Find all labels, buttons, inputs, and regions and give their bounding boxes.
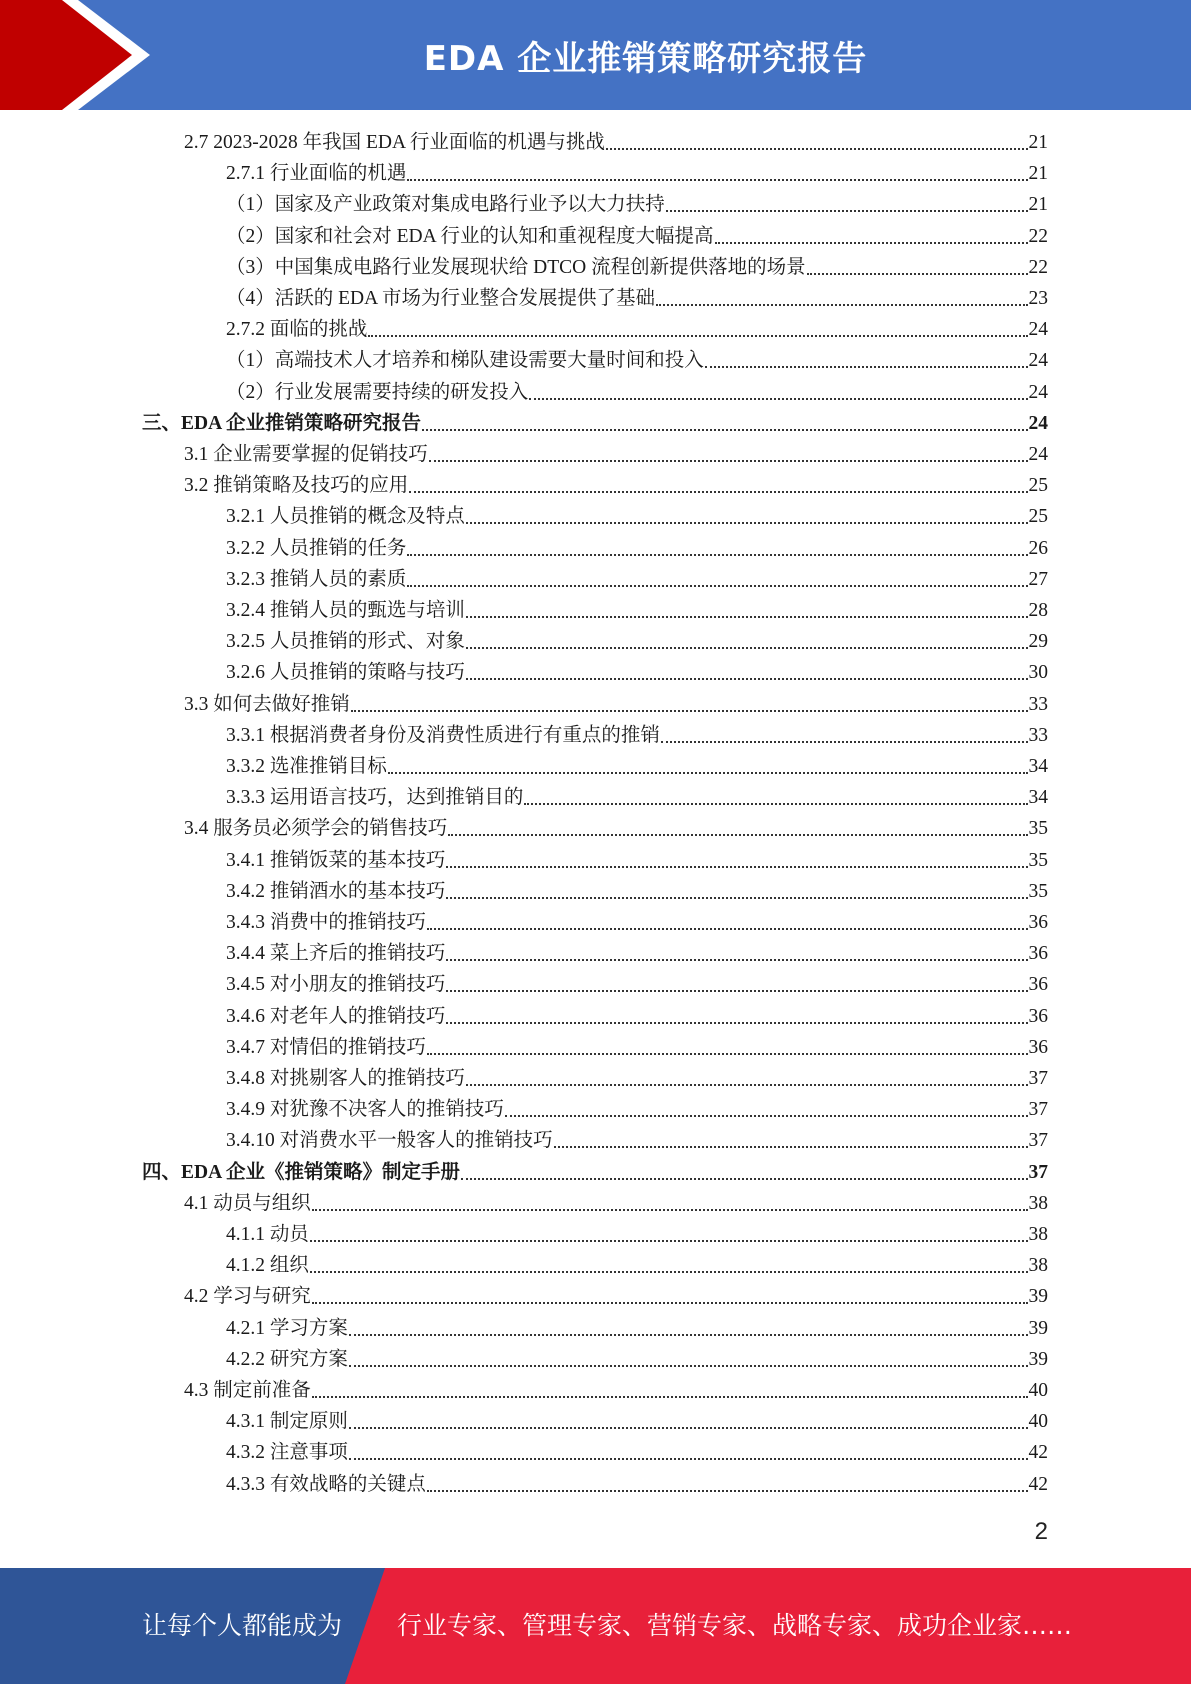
toc-entry[interactable] (226, 626, 1048, 657)
toc-entry-title: 4.3.1 制定原则 (226, 1411, 348, 1433)
toc-dot-leader (466, 616, 1028, 618)
toc-entry-title: 3.3.1 根据消费者身份及消费性质进行有重点的推销 (226, 724, 660, 746)
toc-entry[interactable] (184, 813, 1048, 844)
toc-entry-page: 40 (1028, 1411, 1048, 1433)
toc-entry-page: 27 (1028, 568, 1048, 590)
footer-slogan-left: 让每个人都能成为 (142, 1611, 343, 1640)
toc-dot-leader (407, 554, 1027, 556)
toc-dot-leader (351, 710, 1028, 712)
toc-entry-page: 38 (1028, 1255, 1048, 1277)
toc-dot-leader (661, 741, 1028, 743)
toc-dot-leader (461, 1178, 1028, 1180)
toc-entry[interactable] (226, 876, 1048, 907)
toc-entry-title: 3.2.4 推销人员的甄选与培训 (226, 600, 465, 621)
toc-entry-page: 37 (1028, 1130, 1048, 1152)
toc-entry[interactable] (226, 1437, 1048, 1468)
toc-entry[interactable] (184, 470, 1048, 501)
toc-dot-leader (409, 491, 1027, 493)
toc-entry-page: 28 (1028, 600, 1048, 621)
footer-slogan-right: 行业专家、管理专家、营销专家、战略专家、成功企业家…… (397, 1611, 1073, 1640)
toc-entry-title: 3.4 服务员必须学会的销售技巧 (184, 818, 448, 840)
toc-dot-leader (349, 1334, 1028, 1336)
toc-entry-page: 37 (1028, 1161, 1048, 1183)
toc-entry-page: 33 (1028, 724, 1048, 746)
toc-entry-page: 34 (1028, 787, 1048, 809)
toc-entry[interactable] (226, 1406, 1048, 1437)
toc-dot-leader (666, 210, 1028, 212)
toc-entry[interactable] (226, 1094, 1048, 1125)
toc-dot-leader (312, 1302, 1028, 1304)
toc-dot-leader (422, 429, 1028, 431)
toc-entry-title: 2.7.2 面临的挑战 (226, 319, 368, 341)
toc-entry-title: 2.7.1 行业面临的机遇 (226, 163, 407, 185)
toc-entry[interactable] (226, 314, 1048, 345)
toc-entry-page: 42 (1028, 1473, 1048, 1495)
toc-dot-leader (427, 1053, 1028, 1055)
toc-entry-page: 40 (1028, 1380, 1048, 1401)
toc-entry-page: 23 (1028, 288, 1048, 309)
toc-dot-leader (368, 335, 1027, 337)
toc-entry-title: 3.2.1 人员推销的概念及特点 (226, 506, 465, 528)
toc-dot-leader (505, 1115, 1028, 1117)
toc-entry-page: 21 (1028, 194, 1048, 216)
toc-entry-page: 38 (1028, 1192, 1048, 1214)
page-footer (0, 1568, 1191, 1684)
toc-entry[interactable] (226, 158, 1048, 189)
toc-dot-leader (310, 1240, 1028, 1242)
toc-entry-title: 4.3.2 注意事项 (226, 1442, 348, 1464)
toc-entry-title: （2）行业发展需要持续的研发投入 (226, 381, 529, 403)
toc-entry-page: 36 (1028, 912, 1048, 933)
toc-entry-title: 3.4.3 消费中的推销技巧 (226, 912, 426, 933)
toc-dot-leader (446, 897, 1027, 899)
toc-entry-page: 35 (1028, 818, 1048, 840)
toc-entry[interactable] (226, 283, 1048, 314)
toc-dot-leader (554, 1146, 1028, 1148)
toc-entry[interactable] (226, 938, 1048, 969)
toc-entry-title: 4.1.2 组织 (226, 1255, 309, 1277)
toc-entry-title: 4.3.3 有效战略的关键点 (226, 1473, 426, 1495)
toc-entry-title: 3.3.3 运用语言技巧，达到推销目的 (226, 787, 524, 809)
toc-entry-page: 21 (1028, 163, 1048, 185)
toc-entry[interactable] (226, 657, 1048, 688)
toc-entry-title: 3.4.9 对犹豫不决客人的推销技巧 (226, 1099, 504, 1121)
toc-entry[interactable] (226, 221, 1048, 252)
toc-entry-title: 4.2.2 研究方案 (226, 1348, 348, 1370)
toc-entry-page: 21 (1028, 132, 1048, 153)
toc-entry[interactable] (226, 720, 1048, 751)
toc-dot-leader (388, 772, 1028, 774)
toc-entry-title: 3.4.1 推销饭菜的基本技巧 (226, 849, 446, 871)
toc-entry-page: 24 (1028, 412, 1048, 434)
toc-entry-title: 3.2.2 人员推销的任务 (226, 537, 407, 559)
toc-entry-page: 35 (1028, 849, 1048, 871)
toc-entry[interactable] (184, 1281, 1048, 1312)
toc-entry-title: 3.4.8 对挑剔客人的推销技巧 (226, 1068, 465, 1089)
toc-dot-leader (349, 1427, 1028, 1429)
toc-entry[interactable] (142, 408, 1048, 439)
toc-dot-leader (429, 460, 1028, 462)
toc-entry[interactable] (226, 782, 1048, 813)
toc-entry[interactable] (226, 252, 1048, 283)
toc-entry-page: 36 (1028, 943, 1048, 965)
toc-dot-leader (446, 866, 1027, 868)
toc-entry-title: 3.4.2 推销酒水的基本技巧 (226, 880, 446, 902)
toc-dot-leader (407, 585, 1027, 587)
toc-entry-title: 四、EDA 企业《推销策略》制定手册 (142, 1161, 460, 1183)
toc-entry-page: 38 (1028, 1224, 1048, 1245)
toc-dot-leader (656, 304, 1027, 306)
toc-dot-leader (446, 959, 1027, 961)
toc-entry[interactable] (226, 1344, 1048, 1375)
toc-entry-title: 3.4.4 菜上齐后的推销技巧 (226, 943, 446, 965)
document-title: EDA 企业推销策略研究报告 (423, 38, 868, 79)
toc-entry-page: 22 (1028, 256, 1048, 278)
toc-entry-page: 24 (1028, 350, 1048, 372)
toc-dot-leader (349, 1365, 1028, 1367)
toc-entry-page: 24 (1028, 319, 1048, 341)
toc-entry-title: （1）高端技术人才培养和梯队建设需要大量时间和投入 (226, 350, 704, 372)
toc-entry-page: 24 (1028, 381, 1048, 403)
toc-entry-page: 37 (1028, 1099, 1048, 1121)
toc-entry[interactable] (226, 1469, 1048, 1500)
toc-entry[interactable] (142, 1157, 1048, 1188)
toc-entry[interactable] (184, 127, 1048, 158)
toc-entry[interactable] (226, 969, 1048, 1000)
toc-entry[interactable] (226, 1125, 1048, 1156)
toc-entry-title: 3.4.10 对消费水平一般客人的推销技巧 (226, 1130, 553, 1152)
page-number: 2 (1034, 1518, 1048, 1545)
toc-dot-leader (446, 1022, 1027, 1024)
toc-dot-leader (807, 273, 1028, 275)
toc-dot-leader (448, 834, 1027, 836)
toc-entry[interactable] (226, 1063, 1048, 1094)
toc-dot-leader (715, 242, 1028, 244)
toc-entry-title: 3.4.7 对情侣的推销技巧 (226, 1036, 426, 1058)
toc-entry[interactable] (226, 533, 1048, 564)
toc-entry-page: 26 (1028, 537, 1048, 559)
toc-entry-page: 39 (1028, 1286, 1048, 1308)
toc-entry[interactable] (184, 439, 1048, 470)
toc-dot-leader (529, 398, 1027, 400)
toc-entry-title: 4.1.1 动员 (226, 1224, 309, 1245)
toc-entry-page: 35 (1028, 880, 1048, 902)
toc-entry[interactable] (184, 1188, 1048, 1219)
toc-entry-page: 39 (1028, 1348, 1048, 1370)
toc-entry[interactable] (226, 564, 1048, 595)
toc-dot-leader (705, 366, 1028, 368)
toc-entry-title: 3.3.2 选准推销目标 (226, 756, 387, 777)
toc-entry-title: 3.4.6 对老年人的推销技巧 (226, 1005, 446, 1027)
toc-dot-leader (312, 1396, 1028, 1398)
toc-entry[interactable] (226, 1250, 1048, 1281)
toc-entry-title: 3.2 推销策略及技巧的应用 (184, 475, 409, 497)
toc-entry[interactable] (226, 345, 1048, 376)
toc-entry-title: 3.4.5 对小朋友的推销技巧 (226, 974, 446, 996)
toc-dot-leader (466, 678, 1028, 680)
toc-entry-title: （3）中国集成电路行业发展现状给 DTCO 流程创新提供落地的场景 (226, 256, 806, 278)
toc-entry-title: 3.2.6 人员推销的策略与技巧 (226, 662, 465, 684)
toc-entry-page: 30 (1028, 662, 1048, 684)
toc-entry-page: 25 (1028, 475, 1048, 497)
toc-entry-page: 39 (1028, 1317, 1048, 1339)
toc-entry-title: （2）国家和社会对 EDA 行业的认知和重视程度大幅提高 (226, 225, 714, 247)
toc-entry-title: 3.3 如何去做好推销 (184, 693, 350, 715)
toc-entry-title: 三、EDA 企业推销策略研究报告 (142, 412, 421, 434)
toc-entry-title: 4.3 制定前准备 (184, 1380, 311, 1401)
toc-dot-leader (466, 522, 1028, 524)
toc-dot-leader (466, 647, 1028, 649)
toc-dot-leader (349, 1458, 1028, 1460)
toc-dot-leader (407, 179, 1027, 181)
toc-entry[interactable] (226, 1313, 1048, 1344)
toc-entry[interactable] (184, 689, 1048, 720)
toc-entry-title: 4.1 动员与组织 (184, 1192, 311, 1214)
toc-dot-leader (312, 1209, 1028, 1211)
toc-entry-page: 34 (1028, 756, 1048, 777)
toc-entry[interactable] (226, 845, 1048, 876)
toc-entry-page: 37 (1028, 1068, 1048, 1089)
toc-entry[interactable] (226, 189, 1048, 220)
toc-entry[interactable] (226, 377, 1048, 408)
toc-entry-title: 2.7 2023-2028 年我国 EDA 行业面临的机遇与挑战 (184, 132, 605, 153)
toc-entry-page: 33 (1028, 693, 1048, 715)
toc-entry[interactable] (226, 907, 1048, 938)
toc-dot-leader (427, 928, 1028, 930)
toc-entry-page: 25 (1028, 506, 1048, 528)
toc-dot-leader (446, 990, 1027, 992)
toc-entry[interactable] (226, 1001, 1048, 1032)
toc-entry-title: 3.2.3 推销人员的素质 (226, 568, 407, 590)
toc-dot-leader (606, 148, 1028, 150)
toc-entry-title: 3.2.5 人员推销的形式、对象 (226, 631, 465, 653)
toc-entry-page: 29 (1028, 631, 1048, 653)
toc-dot-leader (524, 803, 1027, 805)
toc-entry[interactable] (226, 595, 1048, 626)
toc-entry[interactable] (226, 1032, 1048, 1063)
toc-entry-page: 36 (1028, 1005, 1048, 1027)
toc-entry-page: 22 (1028, 225, 1048, 247)
toc-entry-page: 36 (1028, 974, 1048, 996)
toc-entry-page: 42 (1028, 1442, 1048, 1464)
toc-entry[interactable] (226, 501, 1048, 532)
toc-entry-title: 4.2.1 学习方案 (226, 1317, 348, 1339)
toc-entry-page: 24 (1028, 444, 1048, 465)
toc-entry[interactable] (184, 1375, 1048, 1406)
toc-entry[interactable] (226, 751, 1048, 782)
page-header (0, 0, 1191, 110)
toc-entry-page: 36 (1028, 1036, 1048, 1058)
toc-dot-leader (310, 1271, 1028, 1273)
toc-entry-title: （1）国家及产业政策对集成电路行业予以大力扶持 (226, 194, 665, 216)
toc-entry-title: （4）活跃的 EDA 市场为行业整合发展提供了基础 (226, 288, 656, 309)
toc-entry[interactable] (226, 1219, 1048, 1250)
toc-dot-leader (466, 1084, 1028, 1086)
toc-dot-leader (427, 1490, 1028, 1492)
toc-entry-title: 3.1 企业需要掌握的促销技巧 (184, 444, 428, 465)
toc-entry-title: 4.2 学习与研究 (184, 1286, 311, 1308)
